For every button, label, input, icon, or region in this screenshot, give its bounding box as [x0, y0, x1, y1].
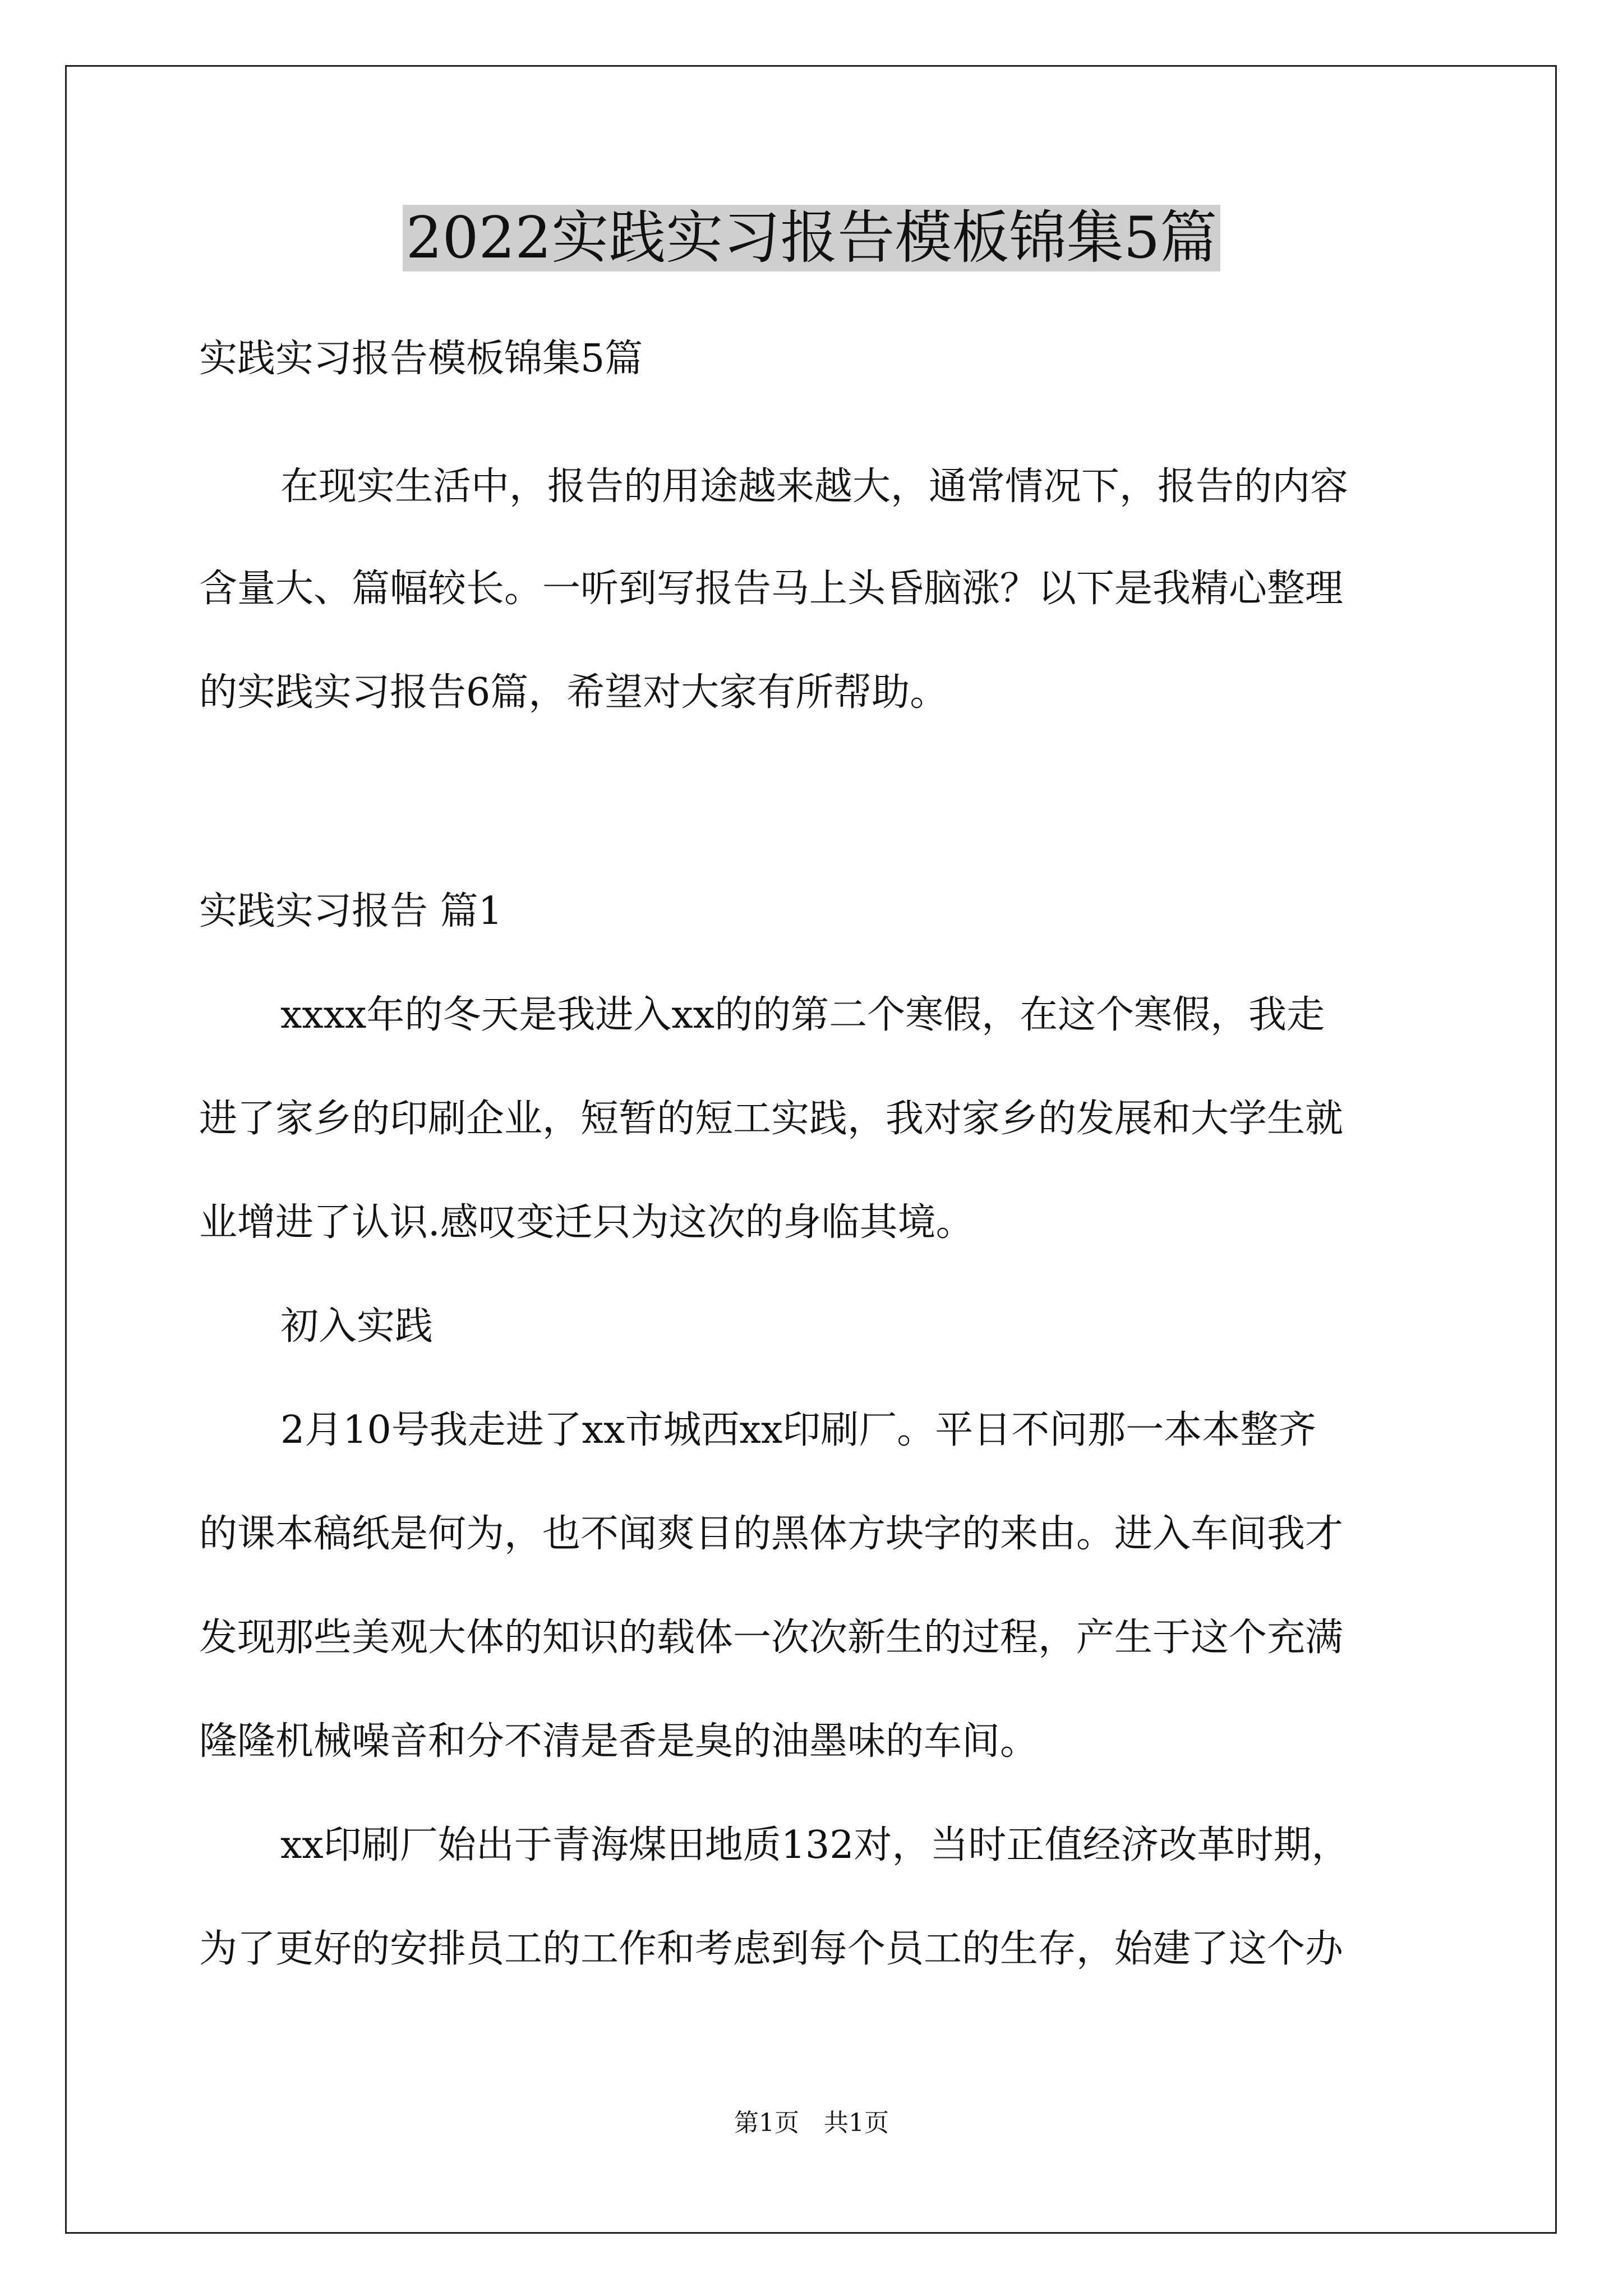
paragraph-line: 2月10号我走进了xx市城西xx印刷厂。平日不问那一本本整齐 [280, 1408, 1317, 1452]
paragraph-line: xxxx年的冬天是我进入xx的的第二个寒假，在这个寒假，我走 [280, 993, 1325, 1037]
intro-line: 的实践实习报告6篇，希望对大家有所帮助。 [199, 670, 948, 715]
section-heading: 实践实习报告 篇1 [199, 889, 502, 933]
paragraph-line: 的课本稿纸是何为，也不闻爽目的黑体方块字的来由。进入车间我才 [199, 1512, 1344, 1556]
paragraph-line: 进了家乡的印刷企业，短暂的短工实践，我对家乡的发展和大学生就 [199, 1097, 1344, 1141]
document-title [0, 199, 1623, 278]
intro-line: 在现实生活中，报告的用途越来越大，通常情况下，报告的内容 [280, 464, 1349, 509]
paragraph-line: 为了更好的安排员工的工作和考虑到每个员工的生存，始建了这个办 [199, 1927, 1344, 1971]
subtitle: 实践实习报告模板锦集5篇 [199, 337, 643, 381]
page-footer: 第1页 共1页 [734, 2109, 889, 2137]
page-border [65, 65, 1557, 2234]
title-text: 2022实践实习报告模板锦集5篇 [403, 205, 1220, 272]
paragraph-line: 业增进了认识.感叹变迁只为这次的身临其境。 [199, 1200, 974, 1245]
paragraph-line: 发现那些美观大体的知识的载体一次次新生的过程，产生于这个充满 [199, 1616, 1344, 1660]
intro-line: 含量大、篇幅较长。一听到写报告马上头昏脑涨？以下是我精心整理 [199, 567, 1344, 611]
paragraph-line: 隆隆机械噪音和分不清是香是臭的油墨味的车间。 [199, 1719, 1039, 1764]
subheading: 初入实践 [280, 1304, 434, 1349]
paragraph-line: xx印刷厂始出于青海煤田地质132对，当时正值经济改革时期， [280, 1823, 1350, 1867]
